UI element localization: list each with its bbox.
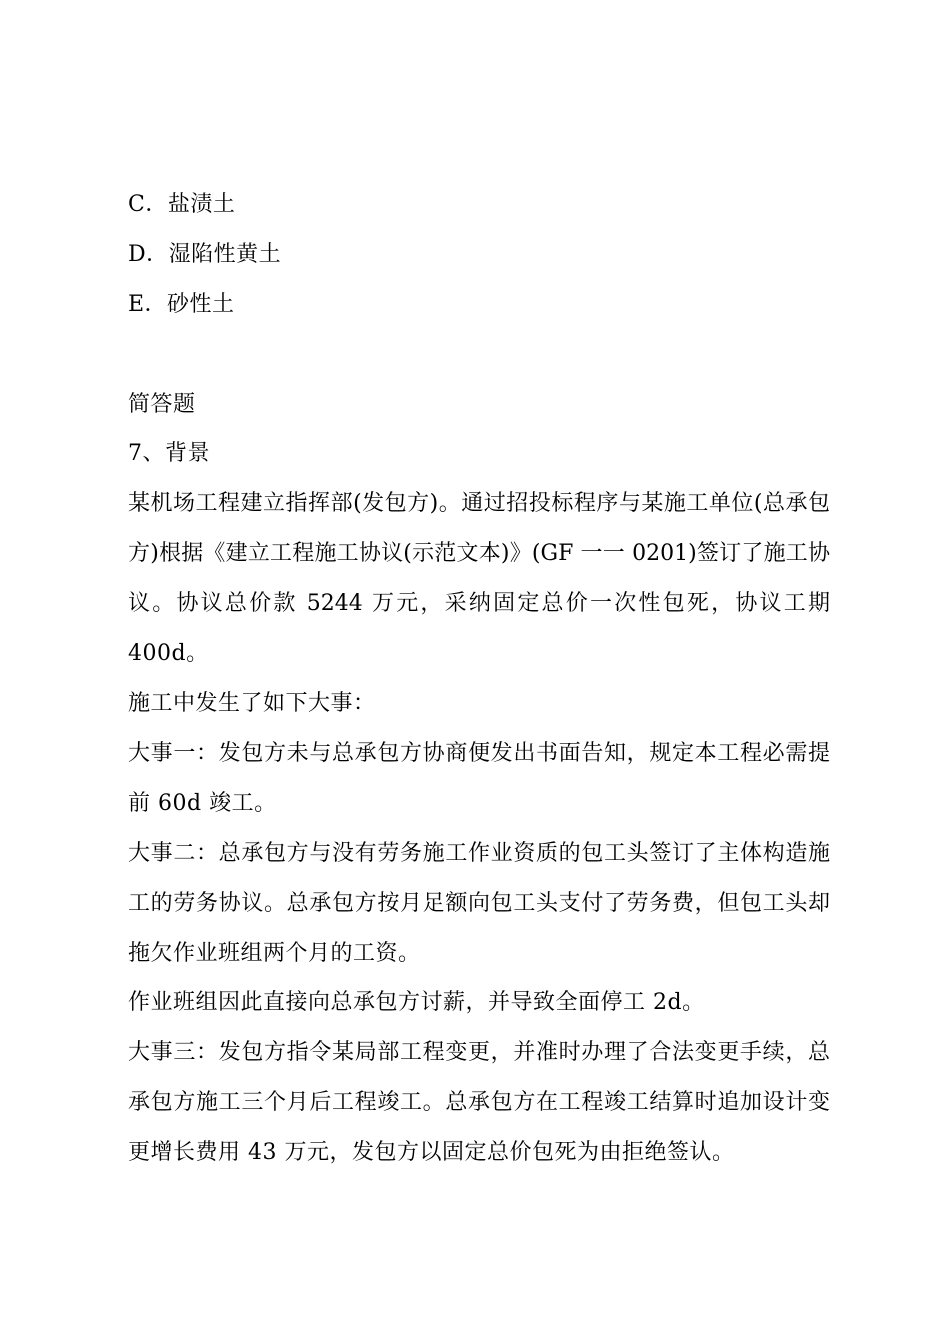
paragraph-line: 议。协议总价款 5244 万元，采纳固定总价一次性包死，协议工期	[128, 591, 830, 616]
option-c: C．盐渍土	[128, 192, 236, 217]
option-e: E．砂性土	[128, 292, 235, 317]
event-two-line: 工的劳务协议。总承包方按月足额向包工头支付了劳务费，但包工头却	[128, 891, 830, 916]
paragraph-line: 方)根据《建立工程施工协议(示范文本)》(GF 一一 0201)签订了施工协	[128, 541, 830, 566]
section-title: 简答题	[128, 392, 196, 417]
event-three-line: 承包方施工三个月后工程竣工。总承包方在工程竣工结算时追加设计变	[128, 1090, 830, 1115]
event-one-line: 大事一：发包方未与总承包方协商便发出书面告知，规定本工程必需提	[128, 741, 830, 766]
event-three-line: 大事三：发包方指令某局部工程变更，并准时办理了合法变更手续，总	[128, 1040, 830, 1065]
paragraph-line: 400d。	[128, 641, 209, 666]
paragraph-line: 某机场工程建立指挥部(发包方)。通过招投标程序与某施工单位(总承包	[128, 491, 830, 516]
option-d: D．湿陷性黄土	[128, 242, 282, 267]
event-two-line: 大事二：总承包方与没有劳务施工作业资质的包工头签订了主体构造施	[128, 841, 830, 866]
paragraph-line: 施工中发生了如下大事：	[128, 691, 376, 716]
event-one-line: 前 60d 竣工。	[128, 791, 277, 816]
event-two-line: 作业班组因此直接向总承包方讨薪，并导致全面停工 2d。	[128, 990, 705, 1015]
event-three-line: 更增长费用 43 万元，发包方以固定总价包死为由拒绝签认。	[128, 1140, 735, 1165]
question-label: 7、背景	[128, 441, 210, 466]
event-two-line: 拖欠作业班组两个月的工资。	[128, 941, 421, 966]
